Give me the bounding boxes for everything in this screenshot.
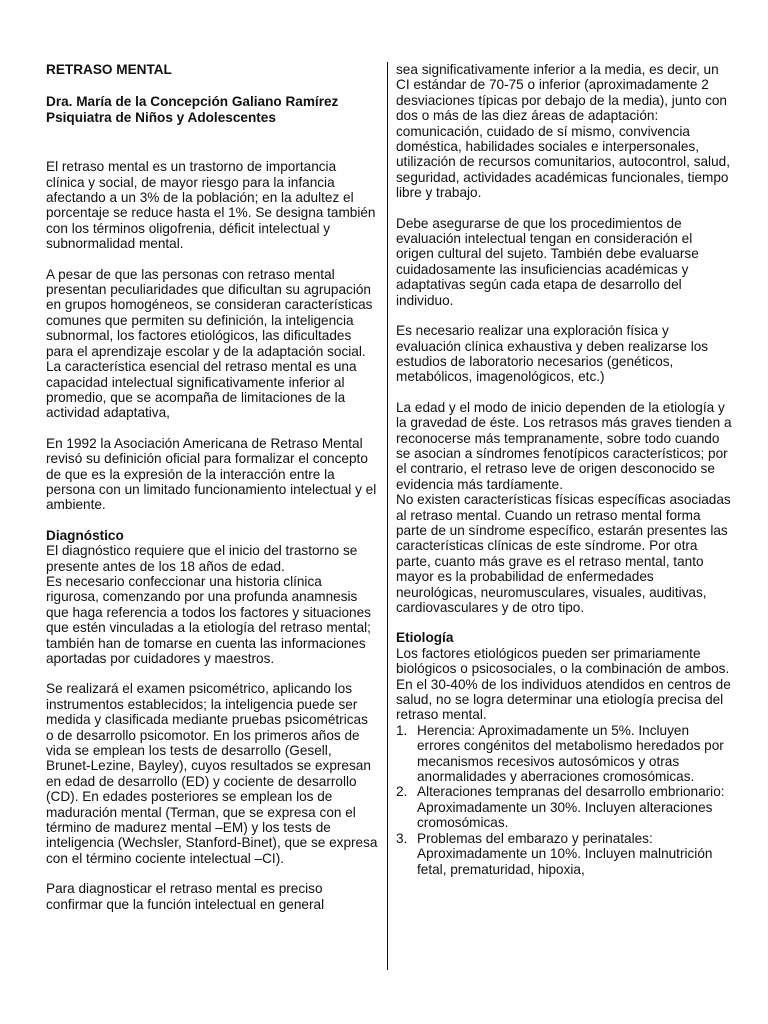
etiology-list xyxy=(396,723,732,877)
paragraph: Es necesario confeccionar una historia clínica rigurosa, comenzando por una profunda anamnesis que haga referencia a todos los factores y situaciones que estén vinculadas a la etiología del retraso mental; también han de tomarse en cuenta las informaciones aportadas por cuidadores y maestros. xyxy=(46,573,371,666)
paragraph: A pesar de que las personas con retraso mental presentan peculiaridades que dificultan su agrupación en grupos homogéneos, se consideran características comunes que permiten su definición, la inteligencia subnormal, los factores etiológicos, las dificultades para el aprendizaje escolar y de la adaptación social. La característica esencial del retraso mental es una capacidad intelectual significativamente inferior al promedio, que se acompaña de limitaciones de la actividad adaptativa, xyxy=(46,266,373,421)
paragraph: No existen características físicas específicas asociadas al retraso mental. Cuando un retraso mental forma parte de un síndrome específico, estarán presentes las características clínicas de este síndrome. Por otra parte, cuanto más grave es el retraso mental, tanto mayor es la probabilidad de enfermedades neurológicas, neuromusculares, visuales, auditivas, cardiovasculares y de otro tipo. xyxy=(396,492,731,615)
paragraph: Es necesario realizar una exploración física y evaluación clínica exhaustiva y deben realizarse los estudios de laboratorio necesarios (genéticos, metabólicos, imagenológicos, etc.) xyxy=(396,323,709,385)
list-item xyxy=(396,784,732,830)
paragraph: La edad y el modo de inicio dependen de la etiología y la gravedad de éste. Los retrasos más graves tienden a reconocerse más tempranamente, sobre todo cuando se asocian a síndromes fenotípicos característicos; por el contrario, el retraso leve de origen desconocido se evidencia más tardíamente. xyxy=(396,399,732,492)
list-item-text: Herencia: Aproximadamente un 5%. Incluyen errores congénitos del metabolismo heredados por mecanismos recesivos autosómicos y otras anormalidades y aberraciones cromosómicas. xyxy=(417,722,724,785)
paragraph: Los factores etiológicos pueden ser primariamente biológicos o psicosociales, o la combinación de ambos. En el 30-40% de los individuos atendidos en centros de salud, no se logra determinar una etiología precisa del retraso mental. xyxy=(396,645,731,723)
section-heading-etiologia: Etiología xyxy=(396,630,454,646)
author-role: Psiquiatra de Niños y Adolescentes xyxy=(46,109,276,125)
list-item-text: Alteraciones tempranas del desarrollo embrionario: Aproximadamente un 30%. Incluyen alteraciones cromosómicas. xyxy=(417,784,725,831)
list-item-text: Problemas del embarazo y perinatales: Aproximadamente un 10%. Incluyen malnutrición fetal, prematuridad, hipoxia, xyxy=(417,830,713,877)
left-column xyxy=(46,62,378,927)
paragraph: sea significativamente inferior a la media, es decir, un CI estándar de 70-75 o inferior (aproximadamente 2 desviaciones típicas por debajo de la media), junto con dos o más de las diez áreas de adaptación: comunicación, cuidado de sí mismo, convivencia doméstica, habilidades sociales e interpersonales, utilización de recursos comunitarios, autocontrol, salud, seguridad, actividades académicas funcionales, tiempo libre y trabajo. xyxy=(396,62,730,201)
paragraph: Para diagnosticar el retraso mental es preciso confirmar que la función intelectual en general xyxy=(46,881,325,912)
list-item xyxy=(396,723,732,785)
paragraph: El diagnóstico requiere que el inicio del trastorno se presente antes de los 18 años de edad. xyxy=(46,543,358,574)
author-block xyxy=(46,94,378,125)
paragraph: En 1992 la Asociación Americana de Retraso Mental revisó su definición oficial para formalizar el concepto de que es la expresión de la interacción entre la persona con un limitado funcionamiento intelectual y el ambiente. xyxy=(46,435,377,513)
paragraph: El retraso mental es un trastorno de importancia clínica y social, de mayor riesgo para la infancia afectando a un 3% de la población; en la adultez el porcentaje se reduce hasta el 1%. Se designa también con los términos oligofrenia, déficit intelectual y subnormalidad mental. xyxy=(46,159,376,252)
paragraph: Debe asegurarse de que los procedimientos de evaluación intelectual tengan en consideración el origen cultural del sujeto. También debe evaluarse cuidadosamente las insuficiencias académicas y adaptativas según cada etapa de desarrollo del individuo. xyxy=(396,215,699,308)
column-divider xyxy=(387,62,388,970)
list-number: 2. xyxy=(396,784,408,800)
list-number: 1. xyxy=(396,722,408,738)
document-title: RETRASO MENTAL xyxy=(46,62,172,77)
author-name: Dra. María de la Concepción Galiano Ramírez xyxy=(46,94,339,110)
section-heading-diagnostico: Diagnóstico xyxy=(46,527,124,543)
list-item xyxy=(396,831,732,877)
right-column xyxy=(396,62,732,877)
paragraph: Se realizará el examen psicométrico, aplicando los instrumentos establecidos; la inteligencia puede ser medida y clasificada mediante pruebas psicométricas o de desarrollo psicomotor. En los primeros años de vida se emplean los tests de desarrollo (Gesell, Brunet-Lezine, Bayley), cuyos resultados se expresan en edad de desarrollo (ED) y cociente de desarrollo (CD). En edades posteriores se emplean los de maduración mental (Terman, que se expresa con el término de madurez mental –EM) y los tests de inteligencia (Wechsler, Stanford-Binet), que se expresa con el término cociente intelectual –CI). xyxy=(46,681,378,866)
list-number: 3. xyxy=(396,830,408,846)
